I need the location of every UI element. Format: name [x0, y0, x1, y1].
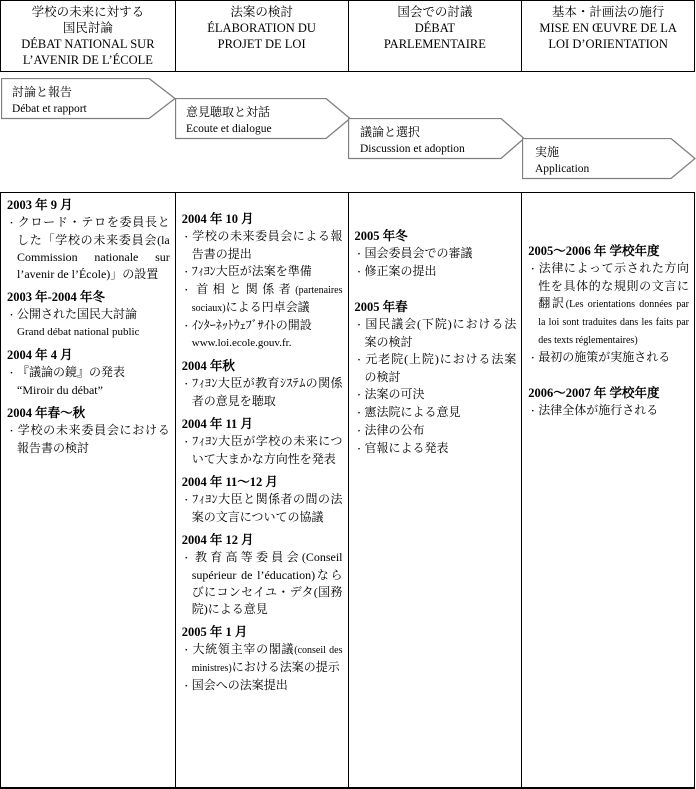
phase-title-fr-line2: PARLEMENTAIRE	[383, 37, 486, 51]
phase-title-fr-line2: PROJET DE LOI	[217, 37, 306, 51]
event-item	[182, 281, 343, 317]
phase-title-fr: ÉLABORATION DU	[207, 21, 316, 35]
event-item: ・ ﾌｨﾖﾝ大臣が学校の未来について大まかな方向性を発表	[182, 433, 343, 468]
stage-arrow-discussion-adoption	[348, 118, 526, 158]
event-item: ・ ｲﾝﾀｰﾈｯﾄｳｪﾌﾞｻｲﾄの開設	[182, 317, 343, 335]
date-heading: 2004 年 12 月	[181, 533, 254, 547]
event-item: ・ ﾌｨﾖﾝ大臣が法案を準備	[182, 263, 343, 281]
phase-header-parliamentary-debate	[349, 1, 523, 71]
event-item: ・ 最初の施策が実施される	[528, 349, 689, 367]
phase-title-fr-line2: L’AVENIR DE L’ÉCOLE	[22, 53, 153, 67]
event-text: 首相と関係者	[191, 282, 296, 296]
phase-title-fr: MISE EN ŒUVRE DE LA	[539, 21, 677, 35]
phase-header-implementation	[522, 1, 694, 71]
event-item: ・ 学校の未来委員会による報告書の提出	[182, 228, 343, 263]
event-text-fr: (conseil des ministres)	[191, 645, 343, 674]
event-text: による円卓会議	[225, 300, 310, 314]
phase-title-jp: 国会での討議	[397, 5, 473, 19]
event-text: 法律によって示された方向性を具体的な規則の文言に翻訳	[538, 261, 689, 310]
event-item: ・ 国会委員会での審議	[355, 245, 517, 263]
event-text: における法案の提示	[231, 660, 340, 674]
stage-label-jp: 議論と選択	[360, 125, 421, 139]
event-item: ・ ﾌｨﾖﾝ大臣と関係者の間の法案の文言についての協議	[182, 491, 343, 526]
phase-title-jp: 法案の検討	[230, 5, 293, 19]
stage-label-fr: Ecoute et dialogue	[186, 123, 272, 135]
date-heading: 2005～2006 年 学校年度	[528, 244, 660, 258]
phase-header-bill-drafting	[176, 1, 349, 71]
event-item: ・ 元老院(上院)における法案の検討	[355, 351, 517, 386]
column-bill-drafting	[176, 193, 349, 787]
phase-title-jp: 基本・計画法の施行	[551, 5, 665, 19]
event-item: ・ 教育高等委員会(Conseil supérieur de l’éducation)ならびにコンセイユ・デタ(国務院)による意見	[182, 549, 343, 618]
phase-header-row	[0, 0, 695, 72]
website-url: www.loi.ecole.gouv.fr.	[191, 337, 292, 349]
phase-title-jp-line2: 国民討論	[62, 21, 113, 35]
stage-label-jp: 意見聴取と対話	[186, 105, 271, 119]
stage-label-fr: Discussion et adoption	[360, 143, 465, 155]
event-text: 大統領主宰の閣議	[191, 642, 295, 656]
event-item: ・ クロード・テロを委員長とした「学校の未来委員会(la Commission nationale sur l’avenir de l’École)」の設置	[7, 214, 170, 283]
event-item: ・ 国民議会(下院)における法案の検討	[355, 316, 517, 351]
event-item: ・ 官報による発表	[355, 440, 517, 458]
event-item: ・ 公開された国民大討論	[7, 306, 170, 324]
event-text-fr: (partenaires sociaux)	[191, 285, 343, 314]
stage-arrow-listening-dialogue	[175, 98, 351, 138]
date-heading: 2004 年 11 月	[181, 417, 253, 431]
event-item: ・ 修正案の提出	[355, 263, 517, 281]
event-item: ・ 法案の可決	[355, 386, 517, 404]
event-item	[528, 260, 689, 349]
column-parliamentary-debate	[349, 193, 523, 787]
event-item: ・ 憲法院による意見	[355, 404, 517, 422]
stage-label-fr: Application	[535, 163, 590, 175]
date-heading: 2003 年-2004 年冬	[7, 290, 105, 304]
phase-header-national-debate	[1, 1, 176, 71]
date-heading: 2005 年冬	[354, 229, 408, 243]
event-item: ・ 学校の未来委員会における報告書の検討	[7, 422, 170, 457]
event-item-fr: Grand débat national public	[17, 326, 140, 338]
event-item: ・ ﾌｨﾖﾝ大臣が教育ｼｽﾃﾑの関係者の意見を聴取	[182, 375, 343, 410]
event-item: ・ 法律全体が施行される	[528, 402, 689, 420]
event-item: ・ 『議論の鏡』の発表	[7, 364, 170, 382]
date-heading: 2005 年 1 月	[181, 625, 248, 639]
date-heading: 2004 年春～秋	[7, 406, 86, 420]
phase-title-fr: DÉBAT	[414, 21, 456, 35]
event-item	[182, 641, 343, 677]
date-heading: 2004 年 10 月	[181, 212, 254, 226]
phase-title-fr: DÉBAT NATIONAL SUR	[21, 37, 155, 51]
stage-label-jp: 討論と報告	[12, 85, 73, 99]
stage-label-fr: Débat et rapport	[12, 103, 87, 115]
stage-label-jp: 実施	[535, 145, 560, 159]
event-item: ・ 法律の公布	[355, 422, 517, 440]
date-heading: 2006～2007 年 学校年度	[528, 386, 660, 400]
column-national-debate	[1, 193, 176, 787]
stage-arrow-application	[522, 138, 696, 178]
date-heading: 2004 年 4 月	[7, 348, 73, 362]
timeline-body	[0, 192, 695, 789]
event-item: ・ 国会への法案提出	[182, 677, 343, 695]
date-heading: 2004 年 11～12 月	[181, 475, 278, 489]
stage-arrow-debate-report	[1, 78, 177, 118]
event-text-fr: (Les orientations données par la loi sont traduites dans les faits par des texts réglementaires)	[538, 299, 689, 346]
date-heading: 2005 年春	[354, 300, 408, 314]
date-heading: 2004 年秋	[181, 359, 235, 373]
date-heading: 2003 年 9 月	[7, 198, 73, 212]
phase-title-fr-line2: LOI D’ORIENTATION	[548, 37, 668, 51]
event-item-fr: “Miroir du débat”	[17, 383, 103, 397]
phase-title-jp: 学校の未来に対する	[31, 5, 145, 19]
column-implementation	[522, 193, 694, 787]
